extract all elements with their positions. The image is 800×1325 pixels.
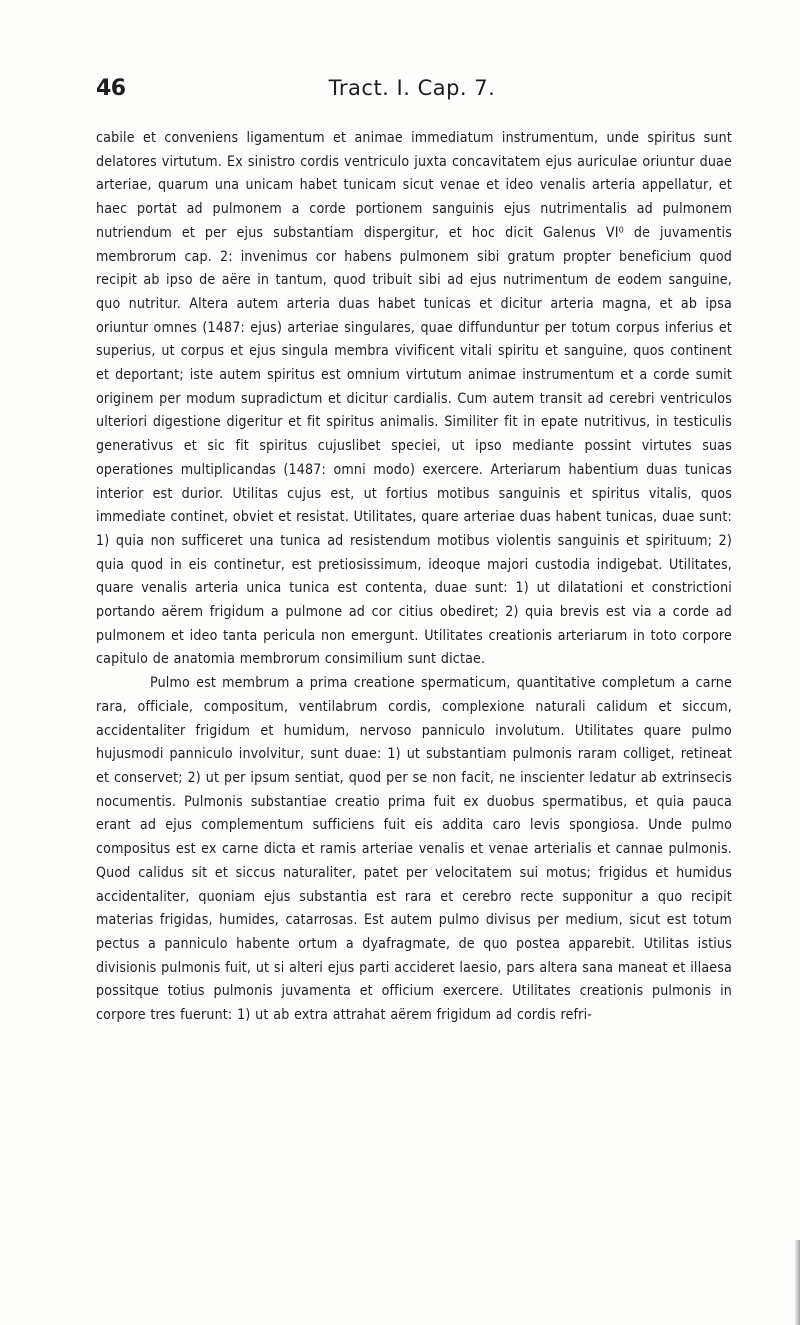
page-number: 46 (96, 76, 126, 101)
paragraph-arteries: cabile et conveniens ligamentum et animae immediatum instrumentum, unde spiritus sunt delatores virtutum. Ex sinistro cordis ventriculo juxta concavitatem ejus auriculae oriuntur duae arteriae, quarum una unicam habet tunicam sicut venae et ideo venalis arteria appellatur, et haec portat ad pulmonem a corde portionem sanguinis ejus nutrimentalis ad pulmonem nutriendum et per ejus substantiam dispergitur, et hoc dicit Galenus VI⁰ de juvamentis membrorum cap. 2: invenimus cor habens pulmonem sibi gratum propter beneficium quod recipit ab ipso de aëre in tantum, quod tribuit sibi ad ejus nutrimentum de eodem sanguine, quo nutritur. Altera autem arteria duas habet tunicas et dicitur arteria magna, et ab ipsa oriuntur omnes (1487: ejus) arteriae singulares, quae diffunduntur per totum corpus inferius et superius, ut corpus et ejus singula membra vivificent vitali spiritu et sanguine, quos continent et deportant; iste autem spiritus est omnium virtutum animae instrumentum et a corde sumit originem per modum supradictum et dicitur cardialis. Cum autem transit ad cerebri ventriculos ulteriori digestione digeritur et fit spiritus animalis. Similiter fit in epate nutritivus, in testiculis generativus et sic fit spiritus cujuslibet speciei, ut ipso mediante possint virtutes suas operationes multiplicandas (1487: omni modo) exercere. Arteriarum habentium duas tunicas interior est durior. Utilitas cujus est, ut fortius motibus sanguinis et spiritus vitalis, quos immediate continet, obviet et resistat. Utilitates, quare arteriae duas habent tunicas, duae sunt: 1) quia non sufficeret una tunica ad resistendum motibus violentis sanguinis et spirituum; 2) quia quod in eis continetur, est pretiosissimum, ideoque majori custodia indigebat. Utilitates, quare venalis arteria unica tunica est contenta, duae sunt: 1) ut dilatationi et constrictioni portando aërem frigidum a pulmone ad cor citius obediret; 2) quia brevis est via a corde ad pulmonem et ideo tanta pericula non emergunt. Utilitates creationis arteriarum in toto corpore capitulo de anatomia membrorum consimilium sunt dictae. (96, 130, 732, 668)
running-head: Tract. I. Cap. 7. (328, 76, 496, 100)
page-edge-shadow (794, 1240, 800, 1325)
paragraph-pulmo: Pulmo est membrum a prima creatione spermaticum, quantitative completum a carne rara, officiale, compositum, ventilabrum cordis, complexione naturali calidum et siccum, accidentaliter frigidum et humidum, nervoso panniculo involutum. Utilitates quare pulmo hujusmodi panniculo involvitur, sunt duae: 1) ut substantiam pulmonis raram colliget, retineat et conservet; 2) ut per ipsum sentiat, quod per se non facit, ne inscienter ledatur ab extrinsecis nocumentis. Pulmonis substantiae creatio prima fuit ex duobus spermatibus, et quia pauca erant ad ejus complementum sufficiens fuit eis addita caro levis spongiosa. Unde pulmo compositus est ex carne dicta et ramis arteriae venalis et venae arterialis et cannae pulmonis. Quod calidus sit et siccus naturaliter, patet per velocitatem sui motus; frigidus et humidus accidentaliter, quoniam ejus substantia est rara et cerebro recte supponitur a quo recipit materias frigidas, humides, catarrosas. Est autem pulmo divisus per medium, sicut est totum pectus a panniculo habente ortum a dyafragmate, de quo postea apparebit. Utilitas istius divisionis pulmonis fuit, ut si alteri ejus parti accideret laesio, pars altera sana maneat et illaesa possitque totius pulmonis juvamenta et officium exercere. Utilitates creationis pulmonis in corpore tres fuerunt: 1) ut ab extra attrahat aërem frigidum ad cordis refri- (96, 675, 732, 1024)
body-text (96, 127, 732, 1028)
page-header (96, 76, 728, 106)
